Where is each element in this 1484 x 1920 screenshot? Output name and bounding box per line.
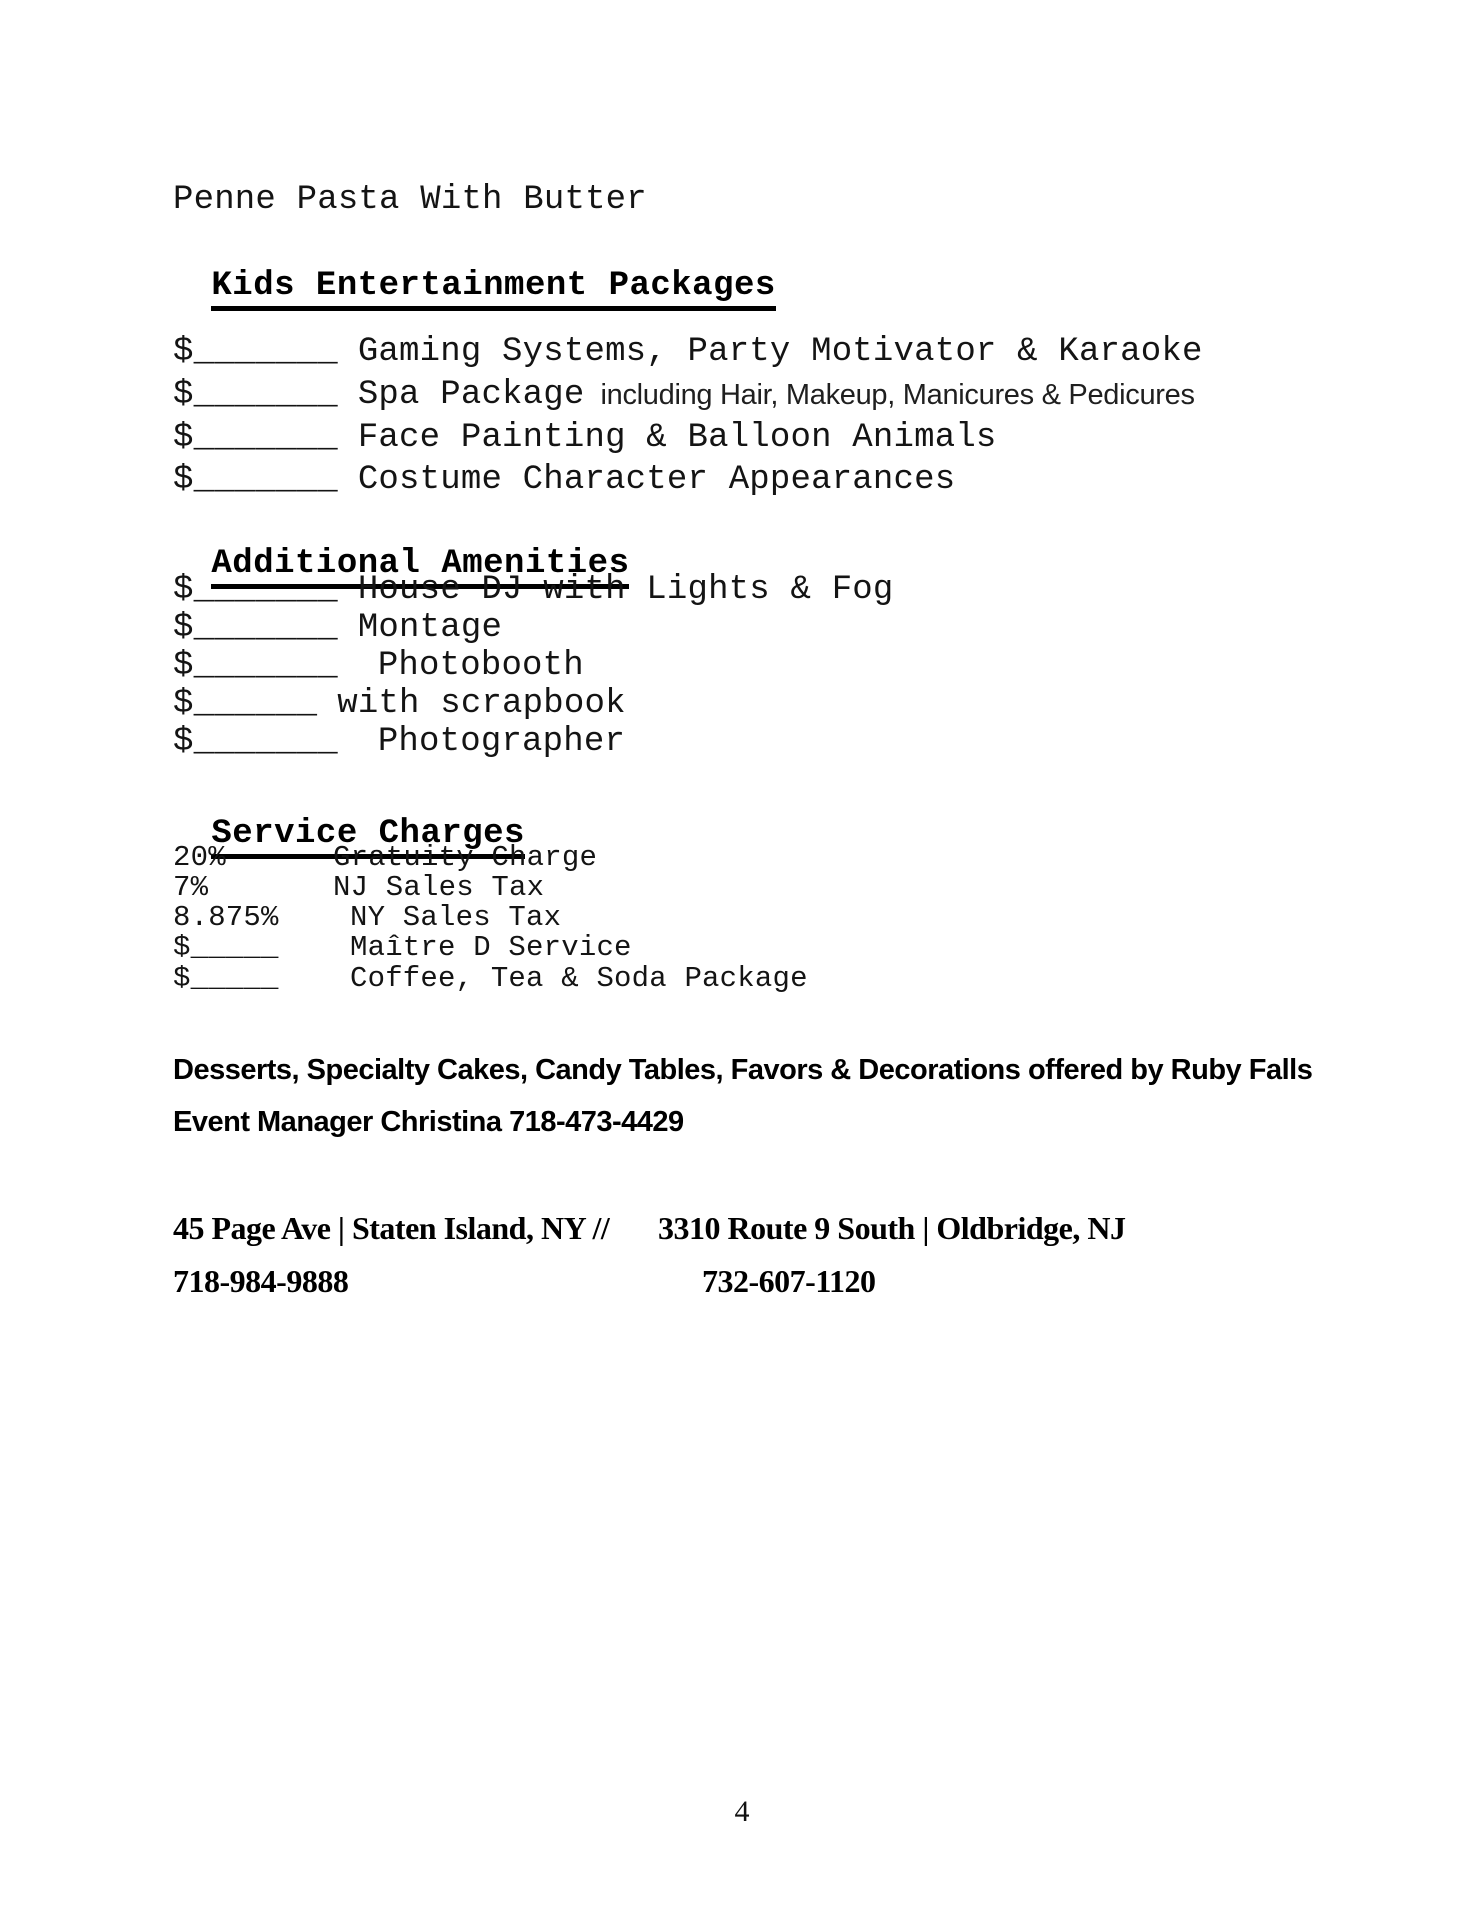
desserts-note: Desserts, Specialty Cakes, Candy Tables, Favors & Decorations offered by Ruby Falls [173, 1054, 1313, 1086]
price-blank: $_______ [173, 723, 338, 761]
item-sublabel: including Hair, Makeup, Manicures & Pedicures [600, 379, 1195, 411]
section-title-additional-amenities: Additional Amenities [211, 546, 629, 589]
item-label: Gaming Systems, Party Motivator & Karaoke [357, 333, 1203, 371]
price-row [173, 724, 625, 761]
item-label: Montage [357, 609, 503, 647]
service-charge-row [173, 933, 632, 963]
page-number: 4 [734, 1795, 750, 1828]
service-label: NY Sales Tax [350, 901, 562, 934]
item-label: Photographer [377, 723, 626, 761]
price-blank: $_______ [173, 571, 338, 609]
intro-line: Penne Pasta With Butter [173, 181, 647, 219]
service-charge-row [173, 843, 597, 873]
service-label: Coffee, Tea & Soda Package [350, 962, 808, 995]
service-charge-row [173, 903, 561, 933]
price-row [173, 686, 626, 723]
event-manager-note: Event Manager Christina 718-473-4429 [173, 1106, 684, 1138]
service-charge-row [173, 873, 544, 903]
price-row [173, 420, 997, 457]
service-label: NJ Sales Tax [333, 871, 545, 904]
item-label: Spa Package [357, 376, 585, 414]
price-row [173, 572, 894, 609]
phone-staten-island: 718-984-9888 [173, 1263, 349, 1299]
service-label: Gratuity Charge [333, 841, 598, 874]
price-row [173, 377, 1195, 414]
price-blank: $_____ [173, 931, 279, 964]
price-blank: $_______ [173, 647, 338, 685]
item-label: House DJ with Lights & Fog [357, 571, 894, 609]
price-row [173, 610, 502, 647]
item-label: with scrapbook [337, 685, 626, 723]
price-blank: $_______ [173, 333, 338, 371]
price-row [173, 334, 1203, 371]
address-staten-island: 45 Page Ave | Staten Island, NY // [173, 1210, 610, 1246]
price-blank: $_______ [173, 609, 338, 647]
service-rate: 8.875% [173, 901, 279, 934]
price-blank: $_____ [173, 962, 279, 995]
phone-oldbridge: 732-607-1120 [702, 1263, 876, 1299]
section-title-service-charges: Service Charges [211, 816, 525, 859]
item-label: Costume Character Appearances [357, 461, 956, 499]
price-blank: $______ [173, 685, 318, 723]
price-blank: $_______ [173, 461, 338, 499]
price-row [173, 648, 584, 685]
price-blank: $_______ [173, 419, 338, 457]
address-oldbridge: 3310 Route 9 South | Oldbridge, NJ [658, 1210, 1126, 1246]
service-charge-row [173, 964, 808, 994]
service-label: Maître D Service [350, 931, 632, 964]
service-rate: 7% [173, 871, 209, 904]
section-kids-entertainment-header [173, 250, 776, 329]
item-label: Photobooth [377, 647, 584, 685]
section-title-kids-entertainment: Kids Entertainment Packages [211, 268, 775, 311]
price-blank: $_______ [173, 376, 338, 414]
price-row [173, 462, 955, 499]
service-rate: 20% [173, 841, 226, 874]
item-label: Face Painting & Balloon Animals [357, 419, 997, 457]
